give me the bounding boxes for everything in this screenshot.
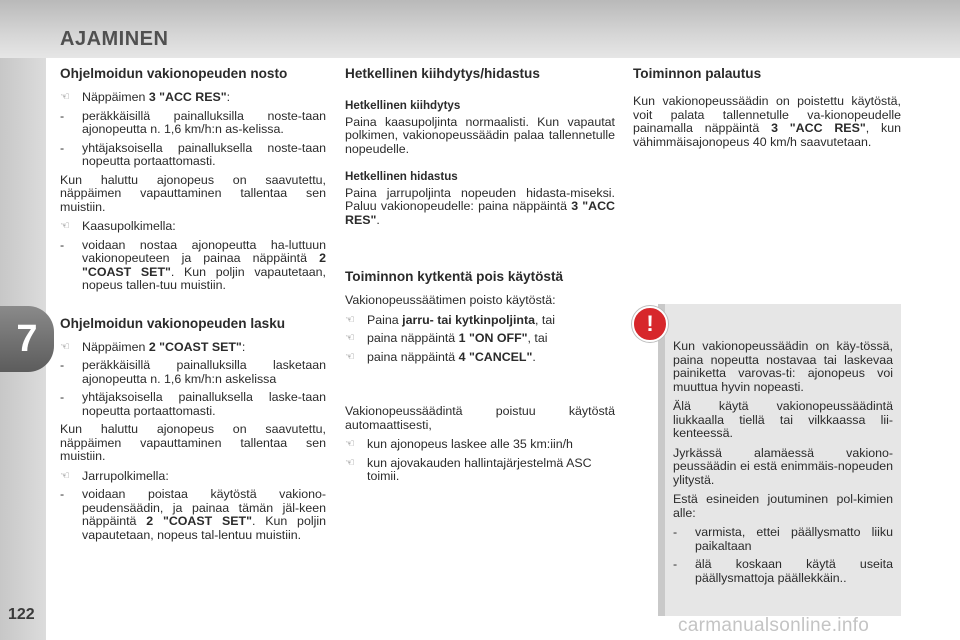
- subsection-title: Hetkellinen kiihdytys: [345, 99, 461, 112]
- paragraph: Paina jarrupoljinta nopeuden hidasta-miseksi. Paluu vakionopeudelle: paina näppäintä 3 "ACC RES".: [345, 185, 615, 227]
- warning-text: [673, 340, 893, 590]
- dash-item: - varmista, ettei päällysmatto liiku paikaltaan: [673, 525, 893, 553]
- paragraph: Kun haluttu ajonopeus on saavutettu, näppäimen vapauttaminen tallentaa sen muistiin.: [60, 422, 326, 463]
- section-title: Toiminnon kytkentä pois käytöstä: [345, 269, 564, 284]
- pointer-icon: ☜: [345, 313, 355, 326]
- dash-item: - voidaan nostaa ajonopeutta ha-luttuun vakionopeuteen ja painaa näppäintä 2 "COAST SET". Kun poljin vapautetaan, nopeus tallen-tuu muistiin.: [60, 237, 326, 292]
- bullet-item: ☜ Näppäimen 3 "ACC RES":: [60, 90, 231, 104]
- column-3: [633, 66, 901, 155]
- section-title: Ohjelmoidun vakionopeuden lasku: [60, 315, 286, 331]
- section-title: Toiminnon palautus: [633, 66, 762, 81]
- paragraph: Vakionopeussäätimen poisto käytöstä:: [345, 293, 556, 307]
- bullet-item: ☜ kun ajovakauden hallintajärjestelmä ASC toimii.: [345, 455, 592, 483]
- dash-item: - älä koskaan käytä useita päällysmattoja päällekkäin..: [673, 557, 893, 585]
- bullet-item: ☜ Näppäimen 2 "COAST SET":: [60, 339, 246, 354]
- pointer-icon: ☜: [345, 438, 355, 450]
- bullet-item: ☜ Paina jarru- tai kytkinpoljinta, tai: [345, 312, 556, 327]
- paragraph: Jyrkässä alamäessä vakiono-peussäädin ei estä enimmäis-nopeuden ylitystä.: [673, 445, 893, 487]
- page-title: AJAMINEN: [60, 28, 169, 50]
- bullet-item: ☜ paina näppäintä 1 "ON OFF", tai: [345, 331, 548, 345]
- bullet-item: ☜ paina näppäintä 4 "CANCEL".: [345, 349, 536, 364]
- paragraph: Kun vakionopeussäädin on käy-tössä, paina nopeutta nostavaa tai laskevaa painiketta varovas-ti: ajonopeus voi muuttua hyvin nopeasti.: [673, 339, 893, 394]
- warning-icon: !: [632, 306, 668, 342]
- subsection-title: Hetkellinen hidastus: [345, 170, 458, 183]
- pointer-icon: ☜: [60, 340, 70, 353]
- dash-item: - peräkkäisillä painalluksilla noste-taan ajonopeutta n. 1,6 km/h:n as-kelissa.: [60, 108, 326, 136]
- column-1: [60, 66, 326, 547]
- bullet-item: ☜ kun ajonopeus laskee alle 35 km:iin/h: [345, 437, 573, 451]
- dash-item: - yhtäjaksoisella painalluksella noste-taan nopeutta portaattomasti.: [60, 140, 326, 168]
- column-2: [345, 66, 615, 489]
- paragraph: Paina kaasupoljinta normaalisti. Kun vapautat polkimen, vakionopeussäädin palaa tallennetulle nopeudelle.: [345, 114, 615, 156]
- warning-box-stripe: [658, 304, 665, 616]
- bullet-item: ☜ Jarrupolkimella:: [60, 468, 169, 483]
- section-title: Hetkellinen kiihdytys/hidastus: [345, 66, 540, 81]
- chapter-number: 7: [16, 318, 38, 360]
- pointer-icon: ☜: [345, 456, 355, 469]
- paragraph: Älä käytä vakionopeussäädintä liukkaalla tiellä tai vilkkaassa lii-kenteessä.: [673, 399, 893, 440]
- paragraph: Estä esineiden joutuminen pol-kimien alle:: [673, 492, 893, 520]
- bullet-item: ☜ Kaasupolkimella:: [60, 219, 176, 233]
- pointer-icon: ☜: [60, 469, 70, 482]
- watermark: carmanualsonline.info: [678, 615, 870, 636]
- pointer-icon: ☜: [60, 220, 70, 232]
- paragraph: Vakionopeussäädintä poistuu käytöstä automaattisesti,: [345, 404, 615, 432]
- section-title: Ohjelmoidun vakionopeuden nosto: [60, 66, 288, 81]
- dash-item: - yhtäjaksoisella painalluksella laske-taan nopeutta portaattomasti.: [60, 390, 326, 418]
- dash-item: - peräkkäisillä painalluksilla lasketaan ajonopeutta n. 1,6 km/h:n askelissa: [60, 358, 326, 386]
- pointer-icon: ☜: [60, 91, 70, 103]
- dash-item: - voidaan poistaa käytöstä vakiono-peudensäädin, ja painaa tämän jäl-keen näppäintä 2 "COAST SET". Kun poljin vapautetaan, nopeus tal-lentuu muistiin.: [60, 487, 326, 542]
- paragraph: Kun vakionopeussäädin on poistettu käytöstä, voit palata tallennetulle va-kionopeudelle painamalla näppäintä 3 "ACC RES", kun vähimmäisajonopeus 40 km/h saavutetaan.: [633, 94, 901, 149]
- paragraph: Kun haluttu ajonopeus on saavutettu, näppäimen vapauttaminen tallentaa sen muistiin.: [60, 172, 326, 214]
- pointer-icon: ☜: [345, 350, 355, 363]
- pointer-icon: ☜: [345, 332, 355, 344]
- page-number: 122: [8, 606, 35, 623]
